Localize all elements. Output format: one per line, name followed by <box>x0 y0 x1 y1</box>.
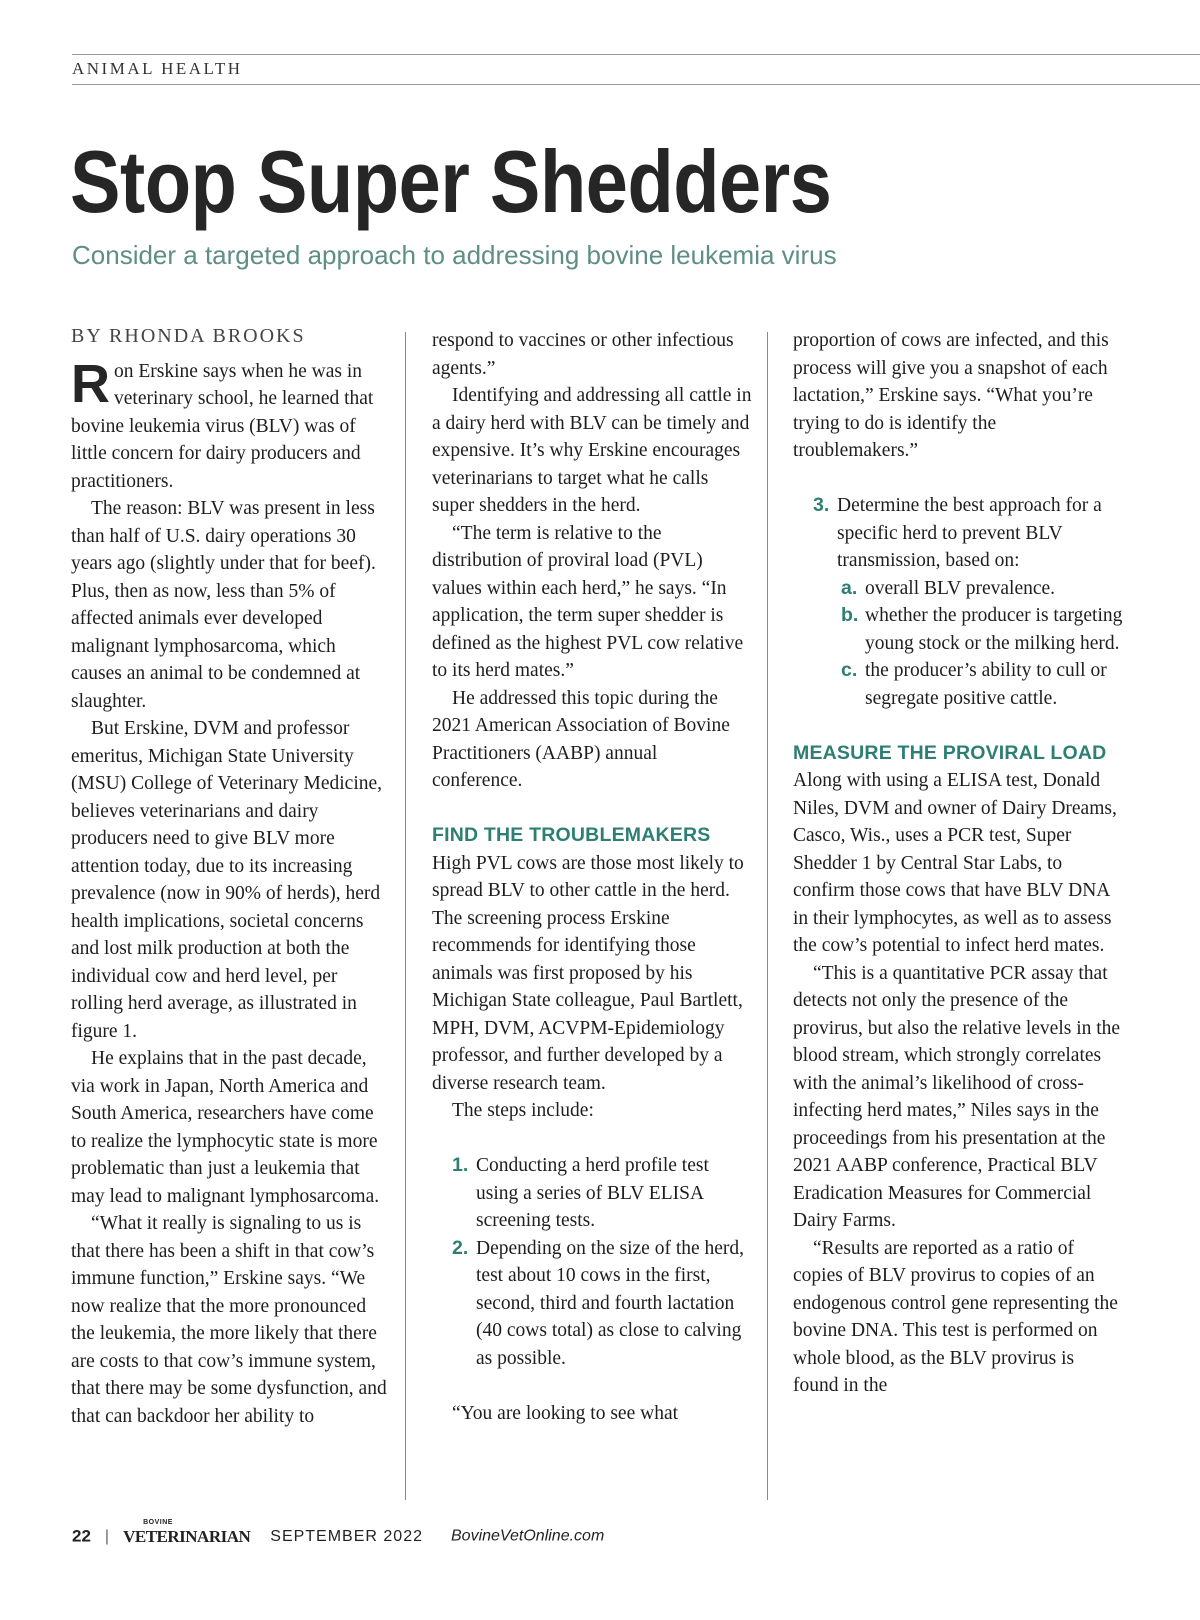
spacer <box>793 465 1123 493</box>
section-heading: MEASURE THE PROVIRAL LOAD <box>793 741 1107 764</box>
list-text: Determine the best approach for a specific herd to prevent BLV transmission, based on: <box>837 495 1102 571</box>
column-divider <box>405 332 406 1500</box>
list-number: 1. <box>452 1154 469 1176</box>
list-item <box>432 1235 752 1373</box>
list-item <box>432 1152 752 1235</box>
logo-small-text: BOVINE <box>143 1519 173 1526</box>
paragraph: Identifying and addressing all cattle in a dairy herd with BLV can be timely and expensive. It’s why Erskine encourages veterinarians to target what he calls super shedders in the herd. <box>432 385 752 516</box>
list-letter: c. <box>841 659 858 681</box>
magazine-logo <box>123 1519 251 1547</box>
list-text: Conducting a herd profile test using a series of BLV ELISA screening tests. <box>476 1155 709 1231</box>
column-divider <box>767 332 768 1500</box>
paragraph: “This is a quantitative PCR assay that detects not only the presence of the provirus, but also the relative levels in the blood stream, which strongly correlates with the animal’s likelihood of cross-infecting herd mates,” Niles says in the proceedings from his presentation at the 2021 AABP conference, Practical BLV Eradication Measures for Commercial Dairy Farms. <box>793 962 1121 1231</box>
paragraph: “The term is relative to the distribution of proviral load (PVL) values within each herd,” he says. “In application, the term super shedder is defined as the highest PVL cow relative to its herd mates.” <box>432 522 744 681</box>
spacer <box>793 712 1123 740</box>
paragraph: He explains that in the past decade, via work in Japan, North America and South America, researchers have come to realize the lymphocytic state is more problematic than just a leukemia that may lead to malignant lymphosarcoma. <box>71 1048 380 1207</box>
list-number: 2. <box>452 1236 469 1259</box>
paragraph: “You are looking to see what <box>452 1402 679 1424</box>
spacer <box>432 1372 752 1400</box>
list-text: whether the producer is targeting young stock or the milking herd. <box>865 605 1123 654</box>
page-footer <box>72 1519 605 1547</box>
spacer <box>432 1125 752 1153</box>
section-label: ANIMAL HEALTH <box>72 59 243 78</box>
top-rule <box>72 54 1200 55</box>
logo-text: VETERINARIAN <box>123 1527 251 1547</box>
sub-list-item <box>793 657 1123 712</box>
list-text: Depending on the size of the herd, test about 10 cows in the first, second, third and fourth lactation (40 cows total) as close to calving as possible. <box>476 1237 745 1369</box>
section-rule <box>72 84 1200 85</box>
paragraph: He addressed this topic during the 2021 American Association of Bovine Practitioners (AABP) annual conference. <box>432 687 730 791</box>
paragraph: High PVL cows are those most likely to spread BLV to other cattle in the herd. The screening process Erskine recommends for identifying those animals was first proposed by his Michigan State colleague, Paul Bartlett, MPH, DVM, ACVPM-Epidemiology professor, and further developed by a diverse research team. <box>432 852 744 1094</box>
spacer <box>432 795 752 823</box>
page-number: 22 <box>72 1526 91 1546</box>
paragraph: respond to vaccines or other infectious agents.” <box>432 330 734 379</box>
list-text: the producer’s ability to cull or segregate positive cattle. <box>865 660 1107 709</box>
list-text: overall BLV prevalence. <box>865 577 1056 599</box>
headline: Stop Super Shedders <box>70 132 832 231</box>
paragraph-text: on Erskine says when he was in veterinary school, he learned that bovine leukemia virus (BLV) was of little concern for dairy producers and practitioners. <box>71 360 374 492</box>
list-letter: b. <box>841 604 859 626</box>
website-url: BovineVetOnline.com <box>451 1527 605 1545</box>
list-item <box>793 492 1123 575</box>
sub-list-item <box>793 575 1123 603</box>
paragraph: “Results are reported as a ratio of copies of BLV provirus to copies of an endogenous control gene representing the bovine DNA. This test is performed on whole blood, as the BLV provirus is found in the <box>793 1237 1118 1396</box>
list-letter: a. <box>841 576 858 599</box>
byline: BY RHONDA BROOKS <box>71 325 306 347</box>
paragraph <box>71 353 391 496</box>
paragraph: But Erskine, DVM and professor emeritus, Michigan State University (MSU) College of Veterinary Medicine, believes veterinarians and dairy producers need to give BLV more attention today, due to its increasing prevalence (now in 90% of herds), herd health implications, societal concerns and lost milk production at both the individual cow and herd level, per rolling herd average, as illustrated in figure 1. <box>71 718 383 1042</box>
paragraph: “What it really is signaling to us is that there has been a shift in that cow’s immune function,” Erskine says. “We now realize that the more pronounced the leukemia, the more likely that there are costs to that cow’s immune system, that there may be some dysfunction, and that can backdoor her ability to <box>71 1213 387 1427</box>
column-2 <box>432 327 752 1427</box>
paragraph: proportion of cows are infected, and this process will give you a snapshot of each lactation,” Erskine says. “What you’re trying to do is identify the troublemakers.” <box>793 330 1109 461</box>
paragraph: The steps include: <box>452 1100 594 1121</box>
footer-separator: | <box>104 1527 110 1545</box>
list-number: 3. <box>813 494 830 516</box>
drop-cap: R <box>71 353 110 414</box>
subhead: Consider a targeted approach to addressing bovine leukemia virus <box>72 240 837 270</box>
section-heading: FIND THE TROUBLEMAKERS <box>432 824 711 846</box>
paragraph: The reason: BLV was present in less than half of U.S. dairy operations 30 years ago (slightly under that for beef). Plus, then as now, less than 5% of affected animals ever developed malignant lymphosarcoma, which causes an animal to be condemned at slaughter. <box>71 498 376 712</box>
paragraph: Along with using a ELISA test, Donald Niles, DVM and owner of Dairy Dreams, Casco, Wis., uses a PCR test, Super Shedder 1 by Central Star Labs, to confirm those cows that have BLV DNA in their lymphocytes, as well as to assess the cow’s potential to infect herd mates. <box>793 770 1117 956</box>
issue-date: SEPTEMBER 2022 <box>270 1527 423 1545</box>
sub-list-item <box>793 602 1123 657</box>
column-1 <box>71 323 391 1430</box>
column-3 <box>793 327 1123 1400</box>
